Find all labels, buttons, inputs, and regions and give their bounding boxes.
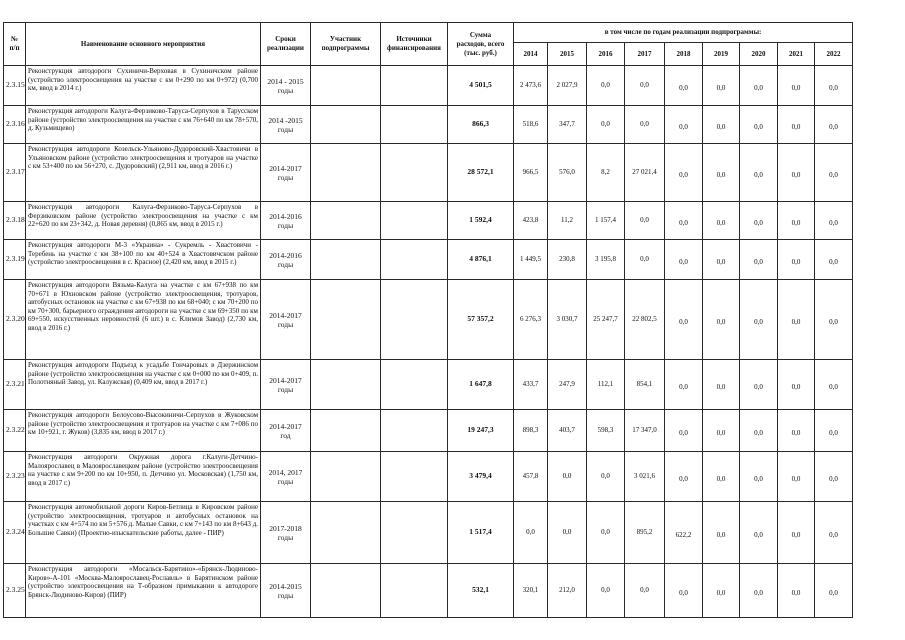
funding-source-cell	[381, 360, 448, 410]
row-number: 2.3.17	[4, 144, 26, 202]
year-amount-2017: 3 021,6	[625, 452, 665, 502]
year-amount-2019: 0,0	[703, 66, 740, 106]
year-amount-2020: 0,0	[740, 410, 778, 452]
activity-name: Реконструкция автодороги «Мосальск-Барятино»-«Брянск-Людиново-Киров»-А-101 «Москва-Малоярославец-Рославль» в Барятинском районе (устройство электроосвещения на Т-образном примыкании к автодороге Брянск-Людиново-Киров) (ПИР)	[26, 564, 261, 618]
year-amount-2016: 0,0	[587, 66, 625, 106]
header-year-2015: 2015	[548, 43, 587, 66]
row-number: 2.3.23	[4, 452, 26, 502]
funding-source-cell	[381, 502, 448, 564]
total-amount: 866,3	[448, 106, 514, 144]
year-amount-2016: 8,2	[587, 144, 625, 202]
year-amount-2021: 0,0	[778, 144, 815, 202]
table-row	[4, 66, 853, 106]
year-amount-2021: 0,0	[778, 452, 815, 502]
program-activities-table	[3, 22, 853, 618]
header-year-2018: 2018	[665, 43, 703, 66]
year-amount-2015: 347,7	[548, 106, 587, 144]
activity-name: Реконструкция автомобильной дороги Киров-Бетлица в Кировском районе (устройство электроосвещения, тротуаров и автобусных остановок на участках с км 4+574 по км 5+576 д. Малые Савки, с км 7+143 по км 8+643 д. Большие Савки) (Проектно-изыскательские работы, далее - ПИР)	[26, 502, 261, 564]
year-amount-2019: 0,0	[703, 144, 740, 202]
total-amount: 1 517,4	[448, 502, 514, 564]
implementation-term: 2014-2016 годы	[261, 202, 311, 240]
total-amount: 532,1	[448, 564, 514, 618]
participant-cell	[311, 564, 381, 618]
funding-source-cell	[381, 66, 448, 106]
year-amount-2019: 0,0	[703, 202, 740, 240]
table-row	[4, 410, 853, 452]
funding-source-cell	[381, 280, 448, 360]
total-amount: 19 247,3	[448, 410, 514, 452]
year-amount-2015: 576,0	[548, 144, 587, 202]
year-amount-2021: 0,0	[778, 502, 815, 564]
total-amount: 28 572,1	[448, 144, 514, 202]
total-amount: 3 479,4	[448, 452, 514, 502]
year-amount-2015: 2 027,9	[548, 66, 587, 106]
year-amount-2016: 598,3	[587, 410, 625, 452]
row-number: 2.3.21	[4, 360, 26, 410]
header-year-2020: 2020	[740, 43, 778, 66]
year-amount-2018: 0,0	[665, 410, 703, 452]
implementation-term: 2014-2017 годы	[261, 144, 311, 202]
year-amount-2016: 0,0	[587, 502, 625, 564]
year-amount-2016: 0,0	[587, 564, 625, 618]
header-year-2016: 2016	[587, 43, 625, 66]
funding-source-cell	[381, 202, 448, 240]
year-amount-2014: 966,5	[514, 144, 548, 202]
year-amount-2016: 0,0	[587, 452, 625, 502]
year-amount-2014: 518,6	[514, 106, 548, 144]
activity-name: Реконструкция автодороги Вязьма-Калуга на участке с км 67+938 по км 70+671 в Юхновском районе (устройство электроосвещения, тротуаров, автобусных остановок на участке с км 67+938 по км 68+040; с км 70+200 по км 70+300, барьерного ограждения автодороги на участке с км 69+350 по км 69+550, искусственных неровностей (6 шт.) в с. Климов Завод) (2,730 км, ввод в 2016 г.)	[26, 280, 261, 360]
year-amount-2014: 320,1	[514, 564, 548, 618]
year-amount-2022: 0,0	[815, 360, 853, 410]
total-amount: 1 592,4	[448, 202, 514, 240]
header-num: № п/п	[4, 23, 26, 66]
year-amount-2015: 0,0	[548, 452, 587, 502]
year-amount-2019: 0,0	[703, 360, 740, 410]
participant-cell	[311, 202, 381, 240]
year-amount-2014: 423,8	[514, 202, 548, 240]
table-row	[4, 202, 853, 240]
header-terms: Сроки реализации	[261, 23, 311, 66]
activity-name: Реконструкция автодороги Калуга-Ферзиково-Таруса-Серпухов в Ферзиковском районе (устройство электроосвещения на участке с км 22+620 по км 23+342, д. Новая деревня) (0,865 км, ввод в 2015 г.)	[26, 202, 261, 240]
row-number: 2.3.25	[4, 564, 26, 618]
participant-cell	[311, 66, 381, 106]
year-amount-2017: 17 347,0	[625, 410, 665, 452]
header-year-2021: 2021	[778, 43, 815, 66]
year-amount-2017: 895,2	[625, 502, 665, 564]
year-amount-2014: 2 473,6	[514, 66, 548, 106]
year-amount-2022: 0,0	[815, 66, 853, 106]
table-row	[4, 502, 853, 564]
year-amount-2014: 433,7	[514, 360, 548, 410]
year-amount-2021: 0,0	[778, 564, 815, 618]
year-amount-2018: 0,0	[665, 564, 703, 618]
year-amount-2018: 0,0	[665, 452, 703, 502]
participant-cell	[311, 452, 381, 502]
year-amount-2019: 0,0	[703, 410, 740, 452]
year-amount-2015: 0,0	[548, 502, 587, 564]
year-amount-2021: 0,0	[778, 240, 815, 280]
activity-name: Реконструкция автодороги Сухиничи-Верховая в Сухиничском районе (устройство электроосвещения на участке с км 0+290 по км 0+972) (0,700 км, ввод в 2014 г.)	[26, 66, 261, 106]
activity-name: Реконструкция автодороги Подъезд к усадьбе Гончаровых в Дзержинском районе (устройство электроосвещения на участке с км 0+000 по км 0+409, п. Полотняный Завод, ул. Калужская) (0,409 км, ввод в 2017 г.)	[26, 360, 261, 410]
year-amount-2020: 0,0	[740, 280, 778, 360]
total-amount: 4 876,1	[448, 240, 514, 280]
activity-name: Реконструкция автодороги Калуга-Ферзиково-Таруса-Серпухов в Тарусском районе (устройство электроосвещения на участке с км 76+640 по км 78+570, д. Кузьмищево)	[26, 106, 261, 144]
activity-name: Реконструкция автодороги Окружная дорога г.Калуги-Детчино-Малоярославец в Малоярославецком районе (устройство электроосвещения на участке с км 9+200 по км 10+950, п. Детчино ул. Московская) (1,750 км, ввод в 2017 г.)	[26, 452, 261, 502]
year-amount-2014: 1 449,5	[514, 240, 548, 280]
table-row	[4, 106, 853, 144]
activity-name: Реконструкция автодороги М-3 «Украина» - Сукремль - Хвастовичи - Теребень на участке с км 38+100 по км 40+524 в Хвастовичском районе (устройство электроосвещения в с. Красное) (2,420 км, ввод в 2015 г.)	[26, 240, 261, 280]
participant-cell	[311, 410, 381, 452]
year-amount-2022: 0,0	[815, 202, 853, 240]
implementation-term: 2014-2017 годы	[261, 360, 311, 410]
year-amount-2019: 0,0	[703, 502, 740, 564]
header-year-2017: 2017	[625, 43, 665, 66]
year-amount-2020: 0,0	[740, 452, 778, 502]
year-amount-2015: 230,8	[548, 240, 587, 280]
header-year-2022: 2022	[815, 43, 853, 66]
year-amount-2022: 0,0	[815, 452, 853, 502]
table-row	[4, 144, 853, 202]
header-sum: Сумма расходов, всего (тыс. руб.)	[448, 23, 514, 66]
table-row	[4, 564, 853, 618]
year-amount-2017: 22 802,5	[625, 280, 665, 360]
year-amount-2021: 0,0	[778, 360, 815, 410]
implementation-term: 2014-2017 год	[261, 410, 311, 452]
year-amount-2018: 0,0	[665, 202, 703, 240]
table-row	[4, 452, 853, 502]
year-amount-2017: 854,1	[625, 360, 665, 410]
implementation-term: 2017-2018 годы	[261, 502, 311, 564]
implementation-term: 2014-2016 годы	[261, 240, 311, 280]
year-amount-2016: 25 247,7	[587, 280, 625, 360]
year-amount-2015: 403,7	[548, 410, 587, 452]
year-amount-2020: 0,0	[740, 502, 778, 564]
funding-source-cell	[381, 240, 448, 280]
year-amount-2020: 0,0	[740, 66, 778, 106]
row-number: 2.3.24	[4, 502, 26, 564]
total-amount: 57 357,2	[448, 280, 514, 360]
implementation-term: 2014 - 2015 годы	[261, 66, 311, 106]
header-sources: Источники финансирования	[381, 23, 448, 66]
year-amount-2018: 0,0	[665, 144, 703, 202]
year-amount-2022: 0,0	[815, 144, 853, 202]
year-amount-2017: 0,0	[625, 106, 665, 144]
year-amount-2017: 0,0	[625, 564, 665, 618]
year-amount-2014: 0,0	[514, 502, 548, 564]
year-amount-2014: 6 276,3	[514, 280, 548, 360]
year-amount-2021: 0,0	[778, 410, 815, 452]
implementation-term: 2014, 2017 годы	[261, 452, 311, 502]
funding-source-cell	[381, 452, 448, 502]
year-amount-2017: 0,0	[625, 66, 665, 106]
participant-cell	[311, 280, 381, 360]
year-amount-2020: 0,0	[740, 144, 778, 202]
year-amount-2019: 0,0	[703, 564, 740, 618]
implementation-term: 2014 -2015 годы	[261, 106, 311, 144]
year-amount-2020: 0,0	[740, 106, 778, 144]
header-years-caption: в том числе по годам реализации подпрограммы:	[514, 23, 853, 43]
row-number: 2.3.18	[4, 202, 26, 240]
year-amount-2018: 0,0	[665, 240, 703, 280]
year-amount-2018: 0,0	[665, 66, 703, 106]
year-amount-2021: 0,0	[778, 280, 815, 360]
year-amount-2016: 112,1	[587, 360, 625, 410]
participant-cell	[311, 360, 381, 410]
header-name: Наименование основного мероприятия	[26, 23, 261, 66]
year-amount-2021: 0,0	[778, 66, 815, 106]
funding-source-cell	[381, 564, 448, 618]
funding-source-cell	[381, 106, 448, 144]
year-amount-2015: 247,9	[548, 360, 587, 410]
year-amount-2014: 898,3	[514, 410, 548, 452]
year-amount-2016: 1 157,4	[587, 202, 625, 240]
implementation-term: 2014-2015 годы	[261, 564, 311, 618]
row-number: 2.3.16	[4, 106, 26, 144]
year-amount-2022: 0,0	[815, 280, 853, 360]
table-row	[4, 360, 853, 410]
year-amount-2022: 0,0	[815, 502, 853, 564]
row-number: 2.3.20	[4, 280, 26, 360]
row-number: 2.3.19	[4, 240, 26, 280]
participant-cell	[311, 502, 381, 564]
total-amount: 4 501,5	[448, 66, 514, 106]
funding-source-cell	[381, 144, 448, 202]
participant-cell	[311, 240, 381, 280]
year-amount-2022: 0,0	[815, 240, 853, 280]
activity-name: Реконструкция автодороги Козельск-Ульяново-Дудоровский-Хвастовичи в Ульяновском районе (устройство электроосвещения и тротуаров на участке с км 53+400 по км 56+270, с. Дудоровский) (2,911 км, ввод в 2016 г.)	[26, 144, 261, 202]
header-year-2019: 2019	[703, 43, 740, 66]
year-amount-2022: 0,0	[815, 106, 853, 144]
implementation-term: 2014-2017 годы	[261, 280, 311, 360]
year-amount-2015: 11,2	[548, 202, 587, 240]
year-amount-2020: 0,0	[740, 360, 778, 410]
year-amount-2017: 0,0	[625, 240, 665, 280]
year-amount-2017: 0,0	[625, 202, 665, 240]
year-amount-2016: 0,0	[587, 106, 625, 144]
year-amount-2022: 0,0	[815, 410, 853, 452]
year-amount-2022: 0,0	[815, 564, 853, 618]
participant-cell	[311, 106, 381, 144]
participant-cell	[311, 144, 381, 202]
row-number: 2.3.15	[4, 66, 26, 106]
year-amount-2021: 0,0	[778, 202, 815, 240]
year-amount-2016: 3 195,8	[587, 240, 625, 280]
year-amount-2018: 0,0	[665, 106, 703, 144]
year-amount-2015: 212,0	[548, 564, 587, 618]
year-amount-2019: 0,0	[703, 106, 740, 144]
activity-name: Реконструкция автодороги Белоусово-Высокиничи-Серпухов в Жуковском районе (устройство электроосвещения и тротуаров на участке с км 7+086 по км 10+921, г. Жуков) (3,835 км, ввод в 2017 г.)	[26, 410, 261, 452]
header-participant: Участник подпрограммы	[311, 23, 381, 66]
year-amount-2018: 0,0	[665, 360, 703, 410]
year-amount-2014: 457,8	[514, 452, 548, 502]
year-amount-2019: 0,0	[703, 452, 740, 502]
year-amount-2020: 0,0	[740, 240, 778, 280]
year-amount-2021: 0,0	[778, 106, 815, 144]
table-row	[4, 240, 853, 280]
year-amount-2019: 0,0	[703, 280, 740, 360]
year-amount-2015: 3 030,7	[548, 280, 587, 360]
funding-source-cell	[381, 410, 448, 452]
year-amount-2018: 622,2	[665, 502, 703, 564]
row-number: 2.3.22	[4, 410, 26, 452]
year-amount-2020: 0,0	[740, 202, 778, 240]
header-year-2014: 2014	[514, 43, 548, 66]
table-row	[4, 280, 853, 360]
year-amount-2018: 0,0	[665, 280, 703, 360]
year-amount-2019: 0,0	[703, 240, 740, 280]
year-amount-2020: 0,0	[740, 564, 778, 618]
total-amount: 1 647,8	[448, 360, 514, 410]
year-amount-2017: 27 021,4	[625, 144, 665, 202]
